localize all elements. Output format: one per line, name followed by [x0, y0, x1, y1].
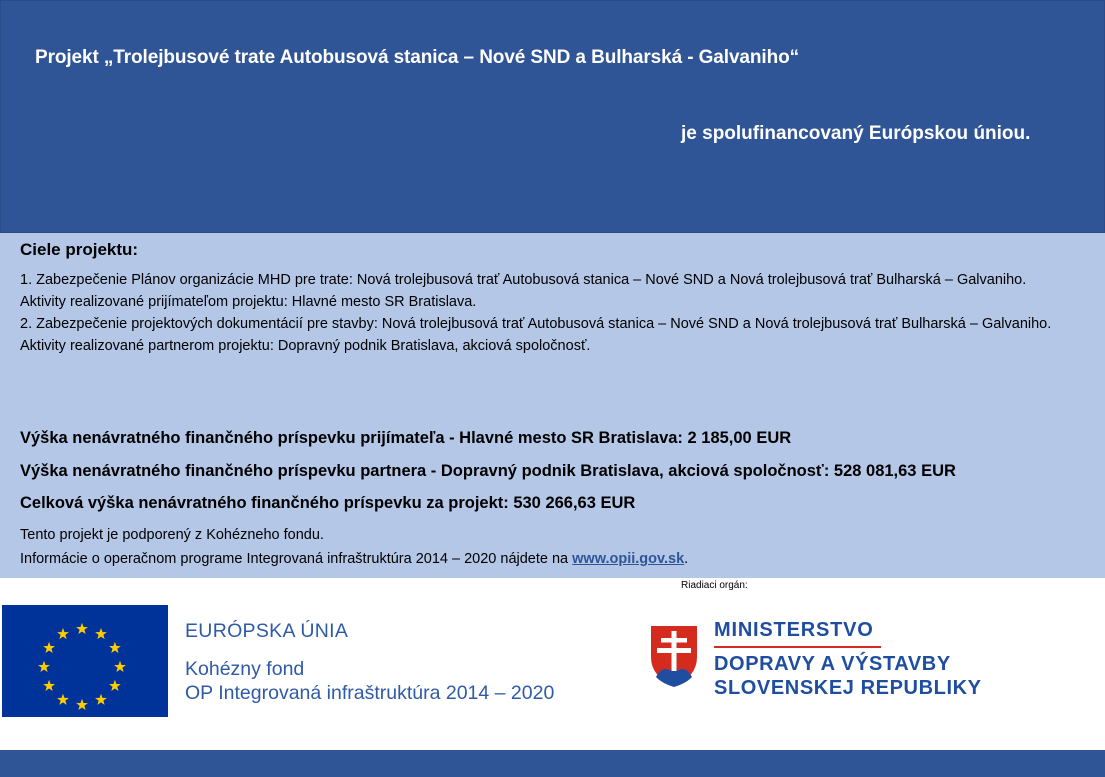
info-note-suffix: . [684, 551, 689, 567]
programme-name: OP Integrovaná infraštruktúra 2014 – 2020 [185, 682, 555, 704]
ministry-line-1: MINISTERSTVO [714, 619, 881, 648]
cofinance-statement: je spolufinancovaný Európskou úniou. [681, 123, 1031, 144]
goal-item: 1. Zabezpečenie Plánov organizácie MHD pre trate: Nová trolejbusová trať Autobusová stanica – Nové SND a Nová trolejbusová trať Bulharská – Galvaniho. [20, 272, 1027, 288]
goal-item: Aktivity realizované prijímateľom projektu: Hlavné mesto SR Bratislava. [20, 294, 477, 310]
goals-heading: Ciele projektu: [20, 240, 139, 259]
fund-name: Kohézny fond [185, 658, 305, 680]
amount-partner: Výška nenávratného finančného príspevku partnera - Dopravný podnik Bratislava, akciová spoločnosť: 528 081,63 EUR [20, 462, 956, 480]
footer-bar [0, 750, 1105, 777]
slovak-coat-of-arms-icon [648, 623, 700, 689]
header-banner [0, 0, 1105, 233]
ministry-logo-text [714, 619, 982, 700]
eu-name: EURÓPSKA ÚNIA [185, 620, 349, 642]
eu-flag-icon [2, 605, 168, 717]
goal-item: 2. Zabezpečenie projektových dokumentácií pre stavby: Nová trolejbusová trať Autobusová stanica – Nové SND a Nová trolejbusová trať Bulharská – Galvaniho. [20, 316, 1052, 332]
amount-total: Celková výška nenávratného finančného príspevku za projekt: 530 266,63 EUR [20, 494, 636, 512]
info-note [20, 551, 688, 567]
goal-item: Aktivity realizované partnerom projektu: Dopravný podnik Bratislava, akciová spoločnosť. [20, 338, 591, 354]
opii-link[interactable]: www.opii.gov.sk [572, 551, 685, 567]
ministry-line-3: SLOVENSKEJ REPUBLIKY [714, 677, 982, 699]
project-info-panel [0, 233, 1105, 578]
ministry-line-2: DOPRAVY A VÝSTAVBY [714, 653, 951, 675]
info-note-prefix: Informácie o operačnom programe Integrovaná infraštruktúra 2014 – 2020 nájdete na [20, 551, 573, 567]
goals-list [20, 269, 1090, 357]
project-title: Projekt „Trolejbusové trate Autobusová stanica – Nové SND a Bulharská - Galvaniho“ [35, 47, 799, 68]
fund-note: Tento projekt je podporený z Kohézneho fondu. [20, 527, 324, 543]
managing-authority-label: Riadiaci orgán: [681, 580, 748, 591]
eu-logo-text [185, 620, 554, 705]
amount-recipient: Výška nenávratného finančného príspevku prijímateľa - Hlavné mesto SR Bratislava: 2 185,00 EUR [20, 429, 792, 447]
